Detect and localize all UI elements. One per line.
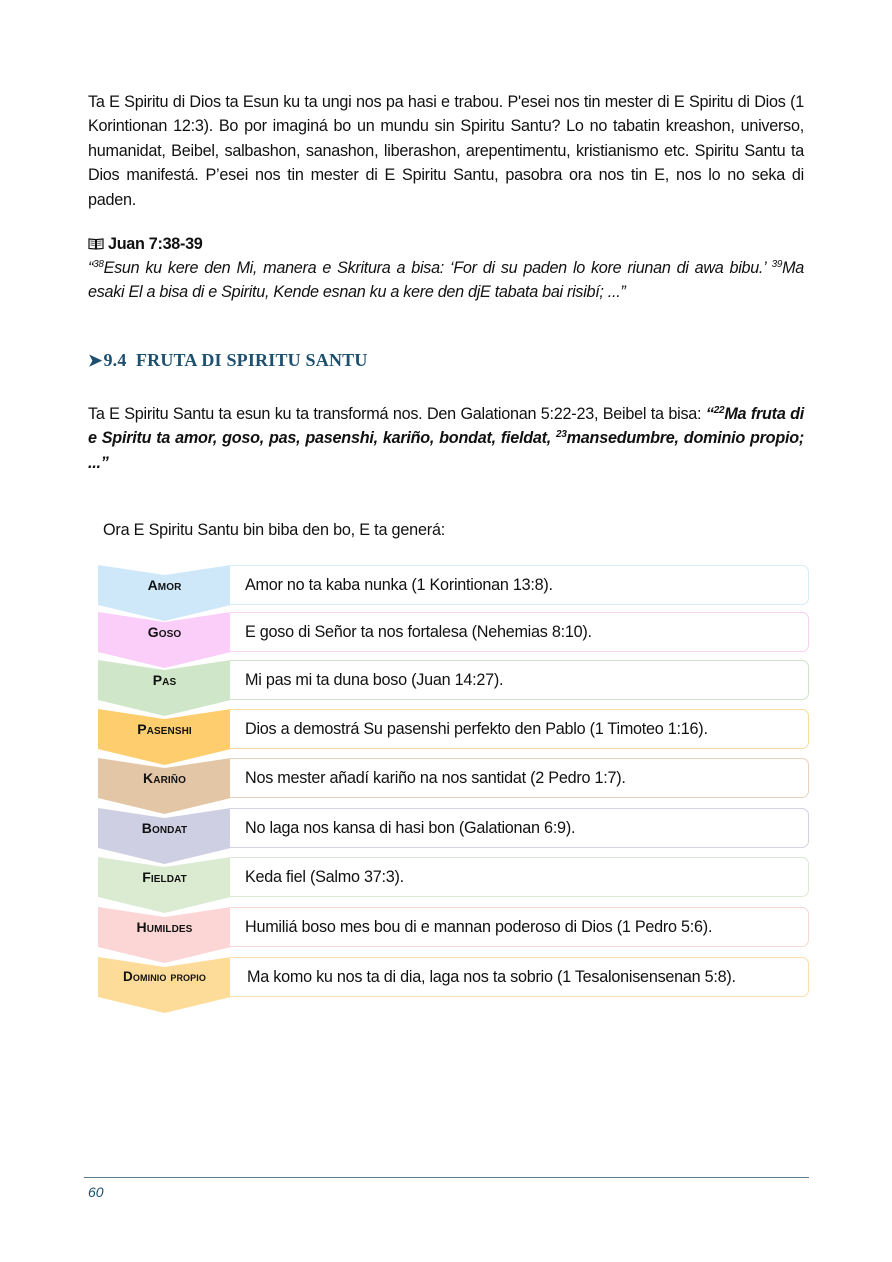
- verse-text: Ma esaki El a bisa di e Spiritu, Kende esnan ku a kere den djE tabata bai risibí; ...”: [88, 259, 804, 301]
- fruit-description: Amor no ta kaba nunka (1 Korintionan 13:8).: [245, 576, 553, 594]
- fruit-description: Nos mester añadí kariño na nos santidat (2 Pedro 1:7).: [245, 769, 626, 787]
- fruit-label: Fieldat: [142, 869, 187, 885]
- arrow-bullet-icon: ➤: [88, 351, 103, 370]
- section-number: 9.4: [103, 350, 127, 370]
- fruit-description: Keda fiel (Salmo 37:3).: [245, 868, 404, 886]
- open-quote: “: [88, 259, 94, 277]
- fruit-description: No laga nos kansa di hasi bon (Galationan 6:9).: [245, 819, 576, 837]
- page-number: 60: [88, 1184, 104, 1200]
- verse-text: Ma fruta di e Spiritu ta amor, goso, pas, pasenshi, kariño, bondat, fieldat,: [88, 405, 805, 448]
- fruit-description: Ma komo ku nos ta di dia, laga nos ta sobrio (1 Tesalonisensenan 5:8).: [247, 968, 736, 986]
- fruit-label: Kariño: [143, 770, 186, 786]
- paragraph-lead: Ta E Spiritu Santu ta esun ku ta transformá nos. Den Galationan 5:22-23, Beibel ta bisa:: [88, 405, 706, 423]
- verse-number: 22: [713, 405, 725, 416]
- verse-number: 39: [771, 259, 783, 270]
- fruit-label: Goso: [147, 624, 182, 640]
- fruit-description: Mi pas mi ta duna boso (Juan 14:27).: [245, 671, 504, 689]
- fruit-description: E goso di Señor ta nos fortalesa (Nehemias 8:10).: [245, 623, 592, 641]
- verse-number: 38: [93, 259, 104, 270]
- fruit-description: Dios a demostrá Su pasenshi perfekto den Pablo (1 Timoteo 1:16).: [245, 720, 708, 738]
- fruit-label: Bondat: [141, 820, 188, 836]
- fruit-label: Pas: [152, 672, 177, 688]
- fruit-list-intro: Ora E Spiritu Santu bin biba den bo, E ta generá:: [103, 521, 446, 539]
- footer-divider: [84, 1177, 809, 1178]
- section-title: FRUTA DI SPIRITU SANTU: [135, 350, 368, 370]
- fruit-label: Dominio propio: [123, 969, 206, 984]
- verse-text: Esun ku kere den Mi, manera e Skritura a bisa: ‘For di su paden lo kore riunan di awa bibu.’: [103, 259, 772, 277]
- fruit-row-dominio-propio: [98, 957, 810, 1017]
- fruit-description: Humiliá boso mes bou di e mannan poderoso di Dios (1 Pedro 5:6).: [245, 918, 713, 936]
- open-quote: “: [705, 405, 714, 423]
- fruit-label: Pasenshi: [137, 721, 192, 737]
- fruit-label: Amor: [147, 577, 182, 593]
- fruit-label: Humildes: [136, 919, 193, 935]
- verse-number: 23: [556, 429, 567, 441]
- verse-text: mansedumbre, dominio propio; ...”: [88, 429, 804, 472]
- verse-reference-text: Juan 7:38-39: [108, 235, 203, 253]
- body-paragraph-1: Ta E Spiritu di Dios ta Esun ku ta ungi nos pa hasi e trabou. P'esei nos tin mester di E Spiritu di Dios (1 Korintionan 12:3). Bo por imaginá bo un mundu sin Spiritu Santu? Lo no tabatin kreashon, universo, humanidat, Beibel, salbashon, sanashon, liberashon, arepentimentu, kristianismo etc. Spiritu Santu ta Dios manifestá. P’esei nos tin mester di E Spiritu Santu, pasobra ora nos tin E, nos lo no seka di paden.: [88, 93, 804, 209]
